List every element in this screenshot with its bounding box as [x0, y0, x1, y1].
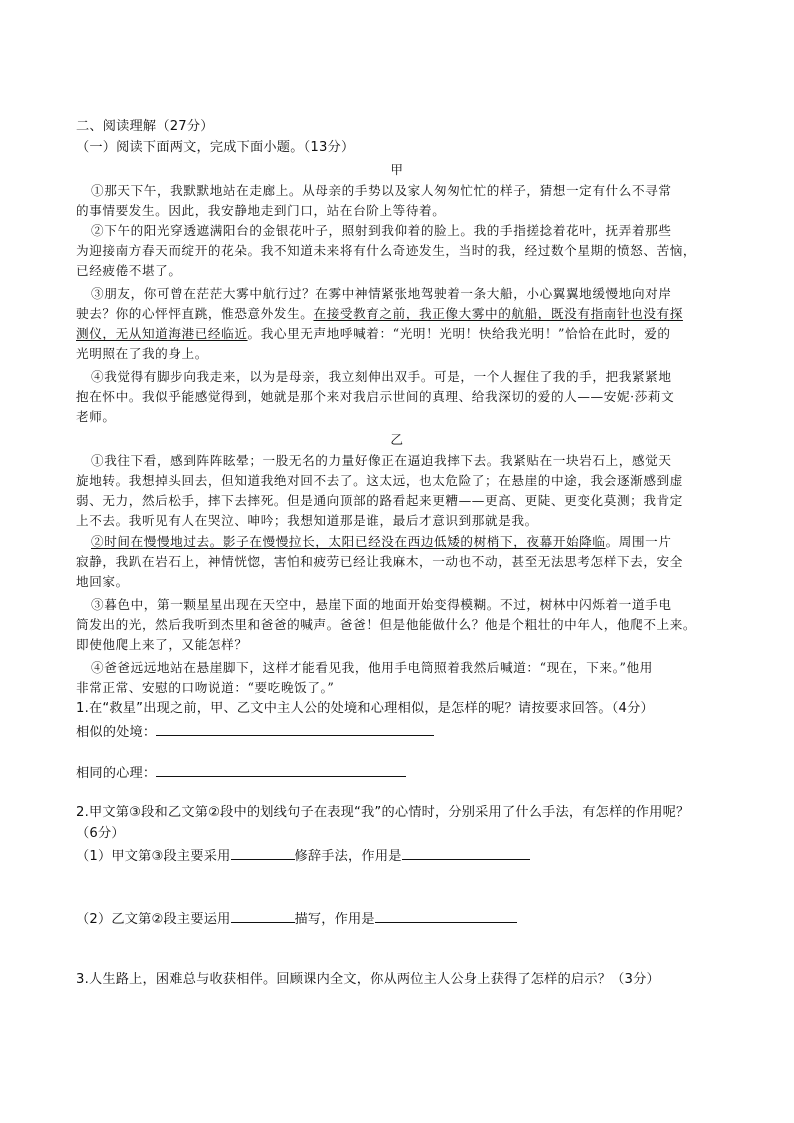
question-1-answer-a	[76, 722, 434, 742]
text-a-p4-line: 老师。	[76, 409, 116, 424]
answer-blank[interactable]	[231, 846, 295, 860]
answer-blank[interactable]	[231, 909, 295, 923]
text-b-p2-line: 地回家。	[76, 574, 129, 589]
question-1-answer-b	[76, 763, 406, 783]
text-a-p2-line: ②下午的阳光穿透遮满阳台的金银花叶子，照射到我仰着的脸上。我的手指搓捻着花叶，抚弄着那些	[91, 223, 672, 238]
text-a-p2-line: 已经疲倦不堪了。	[76, 263, 182, 278]
text-a-heading: 甲	[390, 162, 404, 177]
answer-blank[interactable]	[156, 763, 406, 777]
answer-blank[interactable]	[402, 846, 530, 860]
text-b-p3-line: 筒发出的光，然后我听到杰里和爸爸的喊声。爸爸！但是他能做什么？他是个粗壮的中年人，他爬不上来。	[76, 617, 697, 632]
text-b-p2-line	[91, 533, 672, 551]
text-a-underlined-sentence: 测仪，无从知道海港已经临近	[76, 326, 248, 341]
text-a-p3-plain: 。我心里无声地呼喊着：“光明！光明！快给我光明！”恰恰在此时，爱的	[247, 326, 671, 341]
text-a-p3-plain: 驶去？你的心怦怦直跳，惟恐意外发生。	[76, 306, 314, 321]
answer-label: 相似的处境：	[76, 725, 157, 740]
text-a-p3-line	[76, 305, 683, 323]
answer-blank[interactable]	[156, 722, 434, 736]
text-b-p1-line: 弱、无力，然后松手，摔下去摔死。但是通向顶部的路看起来更糟——更高、更陡、更变化莫测；我肯定	[76, 493, 683, 508]
answer-label: 相同的心理：	[76, 766, 157, 781]
text-b-p4-line: 非常正常、安慰的口吻说道：“要吃晚饭了。”	[76, 680, 335, 695]
text-a-p1-line: 的事情要发生。因此，我安静地走到门口，站在台阶上等待着。	[76, 203, 446, 218]
sub-question-text: （2）乙文第②段主要运用	[76, 912, 231, 927]
section-title: 二、阅读理解（27分）	[76, 119, 214, 134]
text-a-p4-line: 抱在怀中。我似乎能感觉得到，她就是那个来对我启示世间的真理、给我深切的爱的人——安妮·莎莉文	[76, 389, 675, 404]
answer-blank[interactable]	[375, 909, 517, 923]
question-2-stem: 2.甲文第③段和乙文第②段中的划线句子在表现“我”的心情时，分别采用了什么手法，有怎样的作用呢？	[76, 805, 690, 820]
text-b-heading: 乙	[390, 432, 404, 447]
text-a-p1-line: ①那天下午，我默默地站在走廊上。从母亲的手势以及家人匆匆忙忙的样子，猜想一定有什么不寻常	[91, 183, 672, 198]
text-b-p1-line: 上不去。我听见有人在哭泣、呻吟；我想知道那是谁，最后才意识到那就是我。	[76, 513, 538, 528]
question-2-sub-1	[76, 846, 530, 866]
text-a-p3-line: 光明照在了我的身上。	[76, 346, 208, 361]
text-b-p2-plain: 。周围一片	[605, 534, 672, 549]
sub-question-text: 修辞手法，作用是	[294, 849, 402, 864]
text-b-p3-line: 即使他爬上来了，又能怎样？	[76, 637, 248, 652]
text-a-underlined-sentence: 在接受教育之前，我正像大雾中的航船，既没有指南针也没有探	[313, 306, 683, 321]
text-b-p1-line: 旋地转。我想掉头回去，但知道我绝对回不去了。这太远，也太危险了；在悬崖的中途，我会逐渐感到虚	[76, 473, 683, 488]
part-title: （一）阅读下面两文，完成下面小题。（13分）	[76, 140, 355, 155]
text-a-p3-line	[76, 325, 671, 343]
sub-question-text: （1）甲文第③段主要采用	[76, 849, 231, 864]
text-b-p2-line: 寂静，我趴在岩石上，神情恍惚，害怕和疲劳已经让我麻木，一动也不动，甚至无法思考怎样下去，安全	[76, 554, 683, 569]
text-b-underlined-sentence: ②时间在慢慢地过去。影子在慢慢拉长，太阳已经没在西边低矮的树梢下，夜幕开始降临	[91, 534, 606, 549]
question-3-stem: 3.人生路上，困难总与收获相伴。回顾课内全文，你从两位主人公身上获得了怎样的启示？（3分）	[76, 972, 660, 987]
text-b-p4-line: ④爸爸远远地站在悬崖脚下，这样才能看见我，他用手电筒照着我然后喊道：“现在，下来。”他用	[91, 660, 653, 675]
text-a-p4-line: ④我觉得有脚步向我走来，以为是母亲，我立刻伸出双手。可是，一个人握住了我的手，把我紧紧地	[91, 369, 672, 384]
question-1-stem: 1.在“救星”出现之前，甲、乙文中主人公的处境和心理相似，是怎样的呢？请按要求回答。（4分）	[76, 701, 654, 716]
question-2-sub-2	[76, 909, 517, 929]
text-a-p2-line: 为迎接南方春天而绽开的花朵。我不知道未来将有什么奇迹发生，当时的我，经过数个星期的愤怒、苦恼，	[76, 243, 697, 258]
text-a-p3-line: ③朋友，你可曾在茫茫大雾中航行过？在雾中神情紧张地驾驶着一条大船，小心翼翼地缓慢地向对岸	[91, 286, 672, 301]
sub-question-text: 描写，作用是	[294, 912, 375, 927]
question-2-stem: （6分）	[76, 826, 125, 841]
text-b-p1-line: ①我往下看，感到阵阵眩晕；一股无名的力量好像正在逼迫我摔下去。我紧贴在一块岩石上，感觉天	[91, 453, 672, 468]
text-b-p3-line: ③暮色中，第一颗星星出现在天空中，悬崖下面的地面开始变得模糊。不过，树林中闪烁着一道手电	[91, 597, 672, 612]
